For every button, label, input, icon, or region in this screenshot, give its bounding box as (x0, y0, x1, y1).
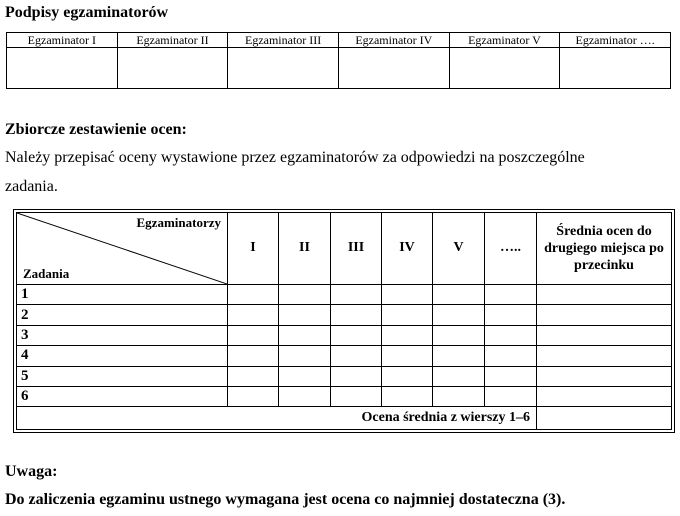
grade-cell[interactable] (279, 325, 331, 345)
grade-cell[interactable] (331, 305, 382, 325)
grade-cell[interactable] (279, 305, 331, 325)
note-heading: Uwaga: (5, 463, 58, 480)
signature-column-4: Egzaminator IV (338, 33, 449, 48)
grade-cell[interactable] (228, 305, 279, 325)
grade-cell[interactable] (433, 325, 485, 345)
grade-cell[interactable] (279, 284, 331, 304)
signature-field[interactable] (117, 48, 228, 89)
table-row (17, 366, 672, 386)
grade-cell[interactable] (485, 387, 537, 407)
task-row-label: 5 (17, 366, 228, 386)
average-cell[interactable] (537, 387, 672, 407)
grades-table (16, 212, 672, 430)
note-text: Do zaliczenia egzaminu ustnego wymagana jest ocena co najmniej dostateczna (3). (5, 491, 566, 508)
table-row (17, 284, 672, 304)
signature-field[interactable] (338, 48, 449, 89)
average-cell[interactable] (537, 284, 672, 304)
average-cell[interactable] (537, 346, 672, 366)
signature-column-5: Egzaminator V (449, 33, 560, 48)
signature-field[interactable] (560, 48, 671, 89)
grade-cell[interactable] (485, 346, 537, 366)
average-cell[interactable] (537, 325, 672, 345)
grade-cell[interactable] (382, 305, 433, 325)
grade-cell[interactable] (331, 346, 382, 366)
signature-field[interactable] (7, 48, 118, 89)
grade-cell[interactable] (228, 325, 279, 345)
grade-cell[interactable] (485, 366, 537, 386)
signature-field[interactable] (228, 48, 339, 89)
examiner-column-header: III (331, 213, 382, 285)
grade-cell[interactable] (433, 346, 485, 366)
examiner-column-header: II (279, 213, 331, 285)
grade-cell[interactable] (331, 366, 382, 386)
grade-cell[interactable] (433, 366, 485, 386)
tasks-header: Zadania (23, 265, 70, 281)
grade-cell[interactable] (485, 305, 537, 325)
average-cell[interactable] (537, 366, 672, 386)
table-row (17, 325, 672, 345)
examiner-column-header: IV (382, 213, 433, 285)
signature-column-1: Egzaminator I (7, 33, 118, 48)
grade-cell[interactable] (228, 366, 279, 386)
grade-cell[interactable] (331, 387, 382, 407)
task-row-label: 4 (17, 346, 228, 366)
grade-cell[interactable] (331, 325, 382, 345)
signatures-table (6, 32, 671, 89)
overall-average-cell[interactable] (537, 407, 672, 430)
examiner-column-header: V (433, 213, 485, 285)
signature-column-3: Egzaminator III (228, 33, 339, 48)
average-row-label: Ocena średnia z wierszy 1–6 (17, 407, 537, 430)
grade-cell[interactable] (279, 366, 331, 386)
grade-cell[interactable] (485, 284, 537, 304)
grade-cell[interactable] (228, 387, 279, 407)
grades-table-frame (13, 209, 675, 433)
grade-cell[interactable] (382, 325, 433, 345)
grade-cell[interactable] (433, 284, 485, 304)
grade-cell[interactable] (228, 346, 279, 366)
grade-cell[interactable] (382, 284, 433, 304)
table-row (17, 387, 672, 407)
table-row (17, 305, 672, 325)
grade-cell[interactable] (382, 387, 433, 407)
instruction-line-1: Należy przepisać oceny wystawione przez egzaminatorów za odpowiedzi na poszczególne (5, 149, 585, 166)
diagonal-header-cell (17, 213, 228, 285)
signature-field[interactable] (449, 48, 560, 89)
grade-cell[interactable] (382, 346, 433, 366)
grade-cell[interactable] (433, 305, 485, 325)
examiners-header: Egzaminatorzy (136, 215, 221, 230)
average-cell[interactable] (537, 305, 672, 325)
task-row-label: 3 (17, 325, 228, 345)
examiner-column-header: ….. (485, 213, 537, 285)
average-column-header: Średnia ocen do drugiego miejsca po przecinku (537, 213, 672, 285)
grade-cell[interactable] (485, 325, 537, 345)
task-row-label: 1 (17, 284, 228, 304)
grade-cell[interactable] (433, 387, 485, 407)
signatures-heading: Podpisy egzaminatorów (5, 4, 169, 21)
grade-cell[interactable] (228, 284, 279, 304)
signature-column-2: Egzaminator II (117, 33, 228, 48)
grade-cell[interactable] (279, 346, 331, 366)
grade-cell[interactable] (331, 284, 382, 304)
average-row (17, 407, 672, 430)
grade-cell[interactable] (279, 387, 331, 407)
summary-heading: Zbiorcze zestawienie ocen: (5, 121, 187, 138)
task-row-label: 2 (17, 305, 228, 325)
instruction-line-2: zadania. (5, 178, 58, 195)
signature-column-6: Egzaminator …. (560, 33, 671, 48)
grade-cell[interactable] (382, 366, 433, 386)
task-row-label: 6 (17, 387, 228, 407)
table-row (17, 346, 672, 366)
examiner-column-header: I (228, 213, 279, 285)
